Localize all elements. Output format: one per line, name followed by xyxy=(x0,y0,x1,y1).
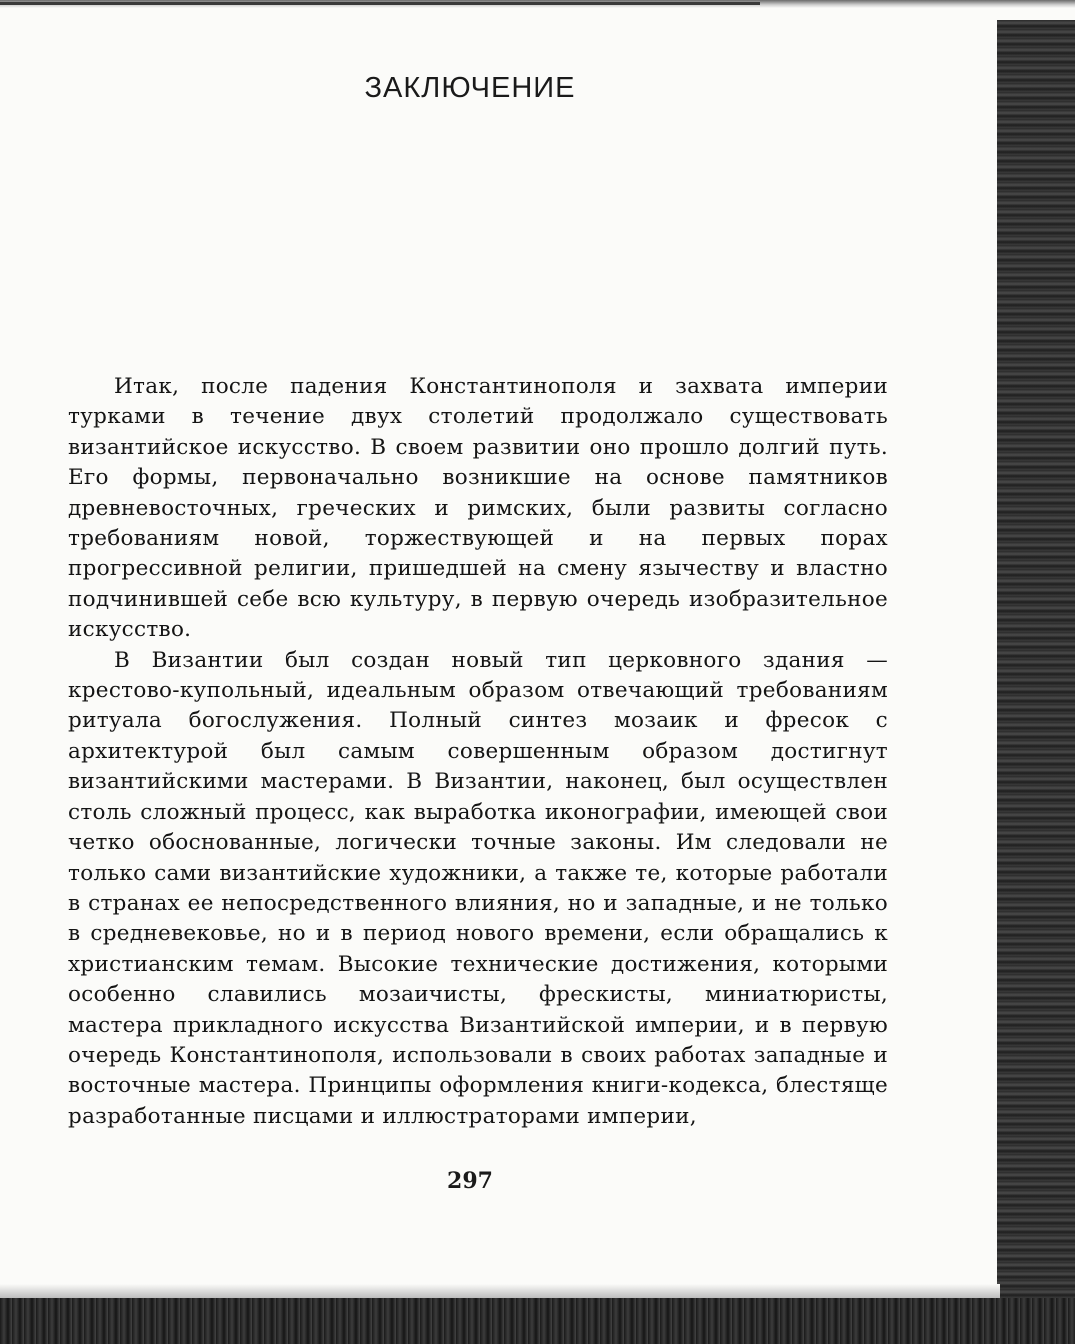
chapter-heading: ЗАКЛЮЧЕНИЕ xyxy=(364,72,576,104)
paragraph-1: Итак, после падения Константинополя и захвата империи турками в течение двух столетий продолжало существовать византийское искусство. В своем развитии оно прошло долгий путь. Его формы, первоначально возникшие на основе памятников древневосточных, греческих и римских, были развиты согласно требованиям новой, торжествующей и на первых порах прогрессивной религии, пришедшей на смену язычеству и властно подчинившей себе всю культуру, в первую очередь изобразительное искусство. xyxy=(68,374,888,643)
book-spine-edge xyxy=(997,20,1075,1344)
page-top-shadow xyxy=(0,2,760,5)
body-text xyxy=(68,372,888,1132)
paragraph-2: В Византии был создан новый тип церковного здания — крестово-купольный, идеальным образом отвечающий требованиям ритуала богослужения. Полный синтез мозаик и фресок с архитектурой был самым совершенным образом достигнут византийскими мастерами. В Византии, наконец, был осуществлен столь сложный процесс, как выработка иконографии, имеющей свои четко обоснованные, логически точные законы. Им следовали не только сами византийские художники, а также те, которые работали в странах ее непосредственного влияния, но и западные, и не только в средневековье, но и в период нового времени, если обращались к христианским темам. Высокие технические достижения, которыми особенно славились мозаичисты, фрескисты, миниатюристы, мастера прикладного искусства Византийской империи, и в первую очередь Константинополя, использовали в своих работах западные и восточные мастера. Принципы оформления книги-кодекса, блестяще разработанные писцами и иллюстраторами империи, xyxy=(68,647,888,1129)
book-bottom-edge xyxy=(0,1298,1075,1344)
page-bottom-shadow xyxy=(0,1284,1000,1298)
page-number: 297 xyxy=(447,1168,493,1194)
